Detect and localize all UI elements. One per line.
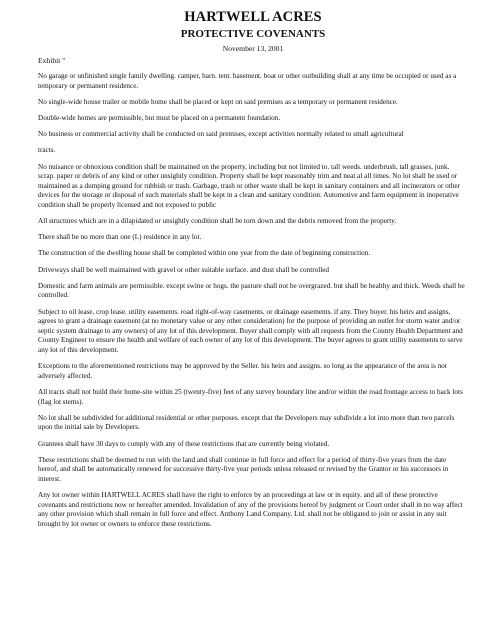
covenant-paragraph: Exceptions to the aforementioned restrictions may be approved by the Seller. his heirs and assigns. so long as the appearance of the area is not adversely affected.: [38, 362, 447, 380]
covenant-paragraph: Double-wide homes are permissible, but must be placed on a permanent foundation.: [38, 113, 281, 122]
covenant-paragraph: tracts.: [38, 146, 56, 155]
covenant-paragraph: Grantees shall have 30 days to comply with any of these restrictions that are currently being violated.: [38, 439, 330, 448]
covenant-paragraph: No lot shall be subdivided for additional residential or other purposes. except that the Developers may subdivide a lot into more than two parcels upon the initial sale by Developers.: [38, 413, 455, 432]
covenant-paragraph: These restrictions shall be deemed to run with the land and shall continue in full force and effect for a period of thirty-five years from the date hereof, and shall be automatically renewed for successive thirty-five year periods unless released or revised by the Grantor or his successors in interest.: [38, 455, 449, 483]
covenant-paragraph: Driveways shall be well maintained with gravel or other suitable surface. and dust shall be controlled: [38, 265, 330, 274]
covenant-paragraph: There shall be no more than one (L) residence in any lot.: [38, 233, 202, 242]
covenant-paragraph: All tracts shall not build their home-site within 25 (twenty-five) feet of any survey boundary line and/or within the road frontage access to back lots (flag lot stems).: [38, 387, 463, 406]
covenant-paragraph: Any lot owner within HARTWELL ACRES shall have the right to enforce by an proceedings at law or in equity. and all of these protective covenants and restrictions now or hereafter amended. Invalidation of any of the provisions hereof by judgment or Court order shall in no way affect any other provision which shall remain in full force and effect. Anthony Land Company. Ltd. shall not be obligated to join or assist in any suit brought by lot owner or owners to enforce these restrictions.: [38, 491, 463, 528]
covenant-paragraph: Domestic and farm animals are permissible. except swine or hogs. the pasture shall not be overgrazed. but shall be healthy and thick. Weeds shall be controlled.: [38, 281, 465, 300]
covenant-paragraph: All structures which are in a dilapidated or unsightly condition shall be torn down and the debris removed from the property.: [38, 217, 397, 226]
covenant-paragraph: No garage or unfinished single family dwelling. camper, barn. tent. basement. boat or other outbuilding shall at any time be occupied or used as a temporary or permanent residence.: [38, 72, 457, 90]
covenant-paragraph: No nuisance or obnoxious condition shall be maintained on the property, including but not limited to. tall weeds. underbrush. tall grasses, junk. scrap. paper or debris of any kind or other unsightly condition. Property shall be kept reasonably trim and neat al all times. No lot shall be used or maintained as a dumping ground for rubbish or trash. Garbage, trash or other waste shall be kept in sanitary containers and all incinerators or other devices for the storage or disposal of such materials shall be kept in a clean and sanitary condition. Automotive and farm equipment in inoperative condition shall be properly licensed and not exposed to public: [38, 162, 460, 209]
document-page: [38, 8, 468, 536]
covenant-paragraph: No single-wide house trailer or mobile home shall be placed or kept on said premises as a temporary or permanent residence.: [38, 97, 398, 106]
document-subtitle: PROTECTIVE COVENANTS: [180, 28, 326, 40]
covenants-body: [38, 72, 468, 529]
covenant-paragraph: No business or commercial activity shall be conducted on said premises, except activities normally related to small agricultural: [38, 130, 404, 139]
covenant-paragraph: Subject to oil lease, crop lease. utility easements. road right-of-way casements. or drainage easements. if any. They buyer. his heirs and assigns, agrees to grant a drainage easement (at no monetary value or any other consideration) for the purpose of providing an outlet for storm water and/or septic system drainage to any owners) of any lot of this development. Buyer shall comply with all requests from the County Health Department and County Engineer to ensure the health and welfare of each owner of any lot of this development. The buyer agrees to grant utility easements to serve any lot of this development.: [38, 307, 463, 354]
document-title: HARTWELL ACRES: [184, 9, 322, 25]
exhibit-label: Exhibit ": [38, 56, 66, 65]
document-date: November 13, 2001: [222, 44, 284, 53]
covenant-paragraph: The construction of the dwelling house shall be completed within one year from the date of beginning construction.: [38, 249, 371, 258]
